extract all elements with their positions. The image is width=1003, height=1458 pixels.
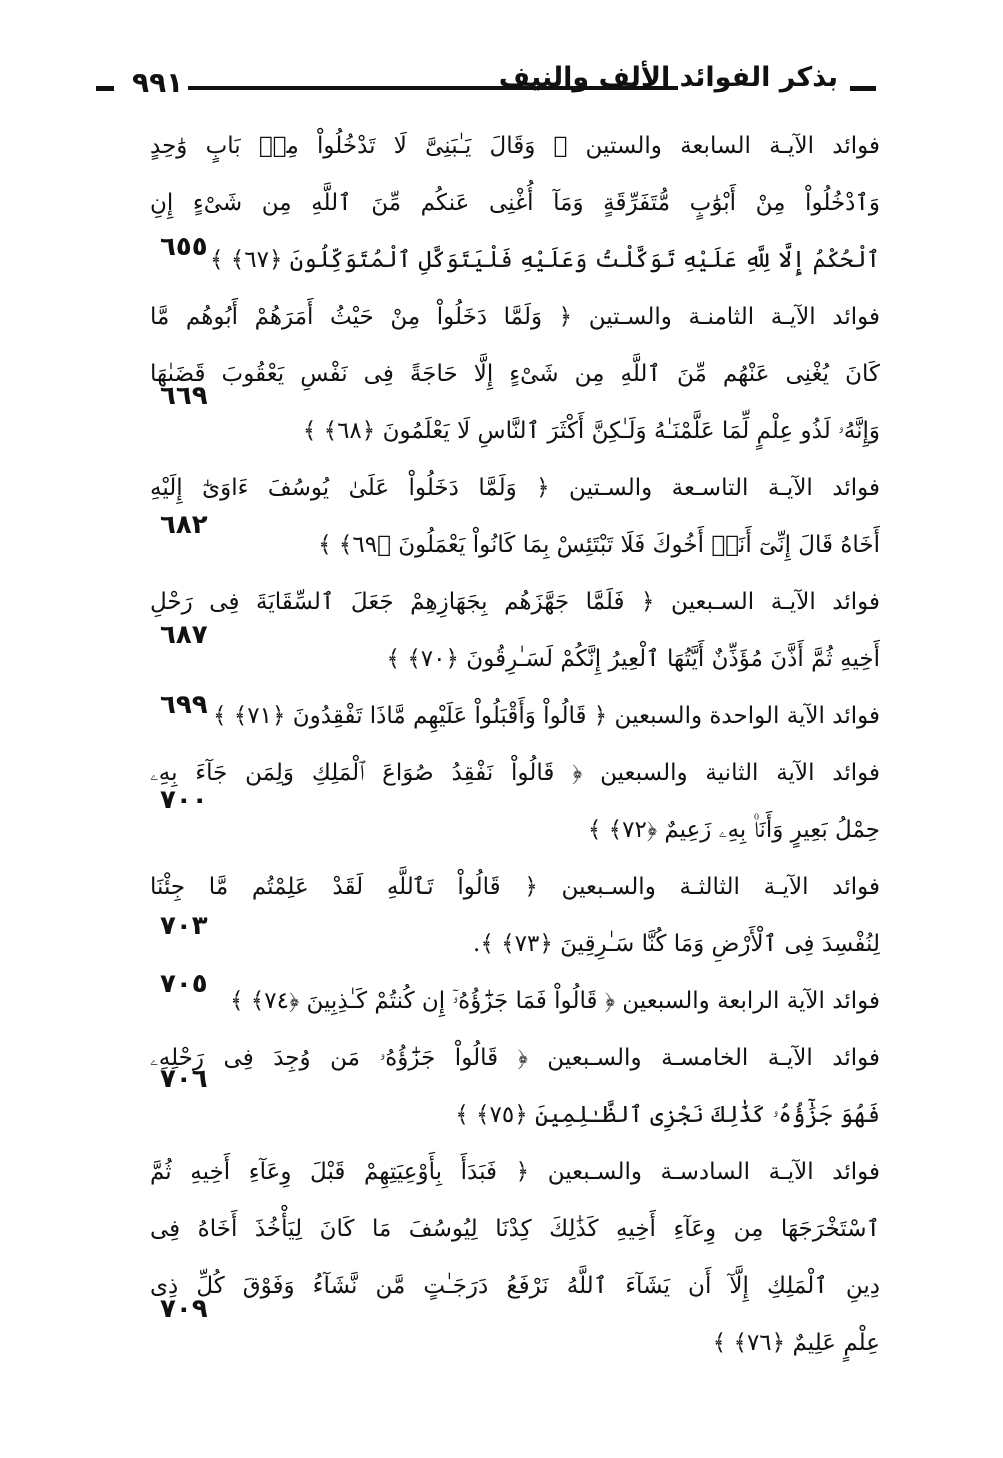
entry-line: فوائد الآيـة السـبعين ﴿ فَلَمَّا جَهَّزَهُم بِجَهَازِهِمْ جَعَلَ ٱلسِّقَايَةَ فِى رَحْلِ xyxy=(150,589,880,615)
entry-page-ref: ٧٠٦ xyxy=(160,1064,208,1094)
entry-line: فوائد الآيـة السابعة والستين ﴿ وَقَالَ يَـٰبَنِىَّ لَا تَدْخُلُواْ مِنۢ بَابٍ وَٰحِدٍ xyxy=(150,133,880,159)
entry-line: حِمْلُ بَعِيرٍ وَأَنَا۠ بِهِۦ زَعِيمٌ ﴿٧٢﴾ ﴾ xyxy=(587,817,880,843)
entry-page-ref: ٧٠٩ xyxy=(160,1294,208,1324)
index-entries xyxy=(150,118,880,1372)
index-entry xyxy=(150,688,880,745)
entry-line: دِينِ ٱلْمَلِكِ إِلَّآ أَن يَشَآءَ ٱللَّهُ نَرْفَعُ دَرَجَـٰتٍ مَّن نَّشَآءُ وَفَوْقَ كُلِّ ذِى xyxy=(150,1273,880,1299)
entry-line: فوائد الآية الرابعة والسبعين ﴿ قَالُواْ فَمَا جَزَٰٓؤُهُۥٓ إِن كُنتُمْ كَـٰذِبِينَ ﴿٧٤﴾ ﴾ xyxy=(229,988,880,1014)
index-entry xyxy=(150,118,880,289)
entry-page-ref: ٦٩٩ xyxy=(160,690,208,720)
running-title: بذكر الفوائد الألف والنيف xyxy=(498,62,838,93)
index-entry xyxy=(150,574,880,688)
entry-line: فوائد الآيـة الثامنـة والسـتين ﴿ وَلَمَّا دَخَلُواْ مِنْ حَيْثُ أَمَرَهُمْ أَبُوهُم مَّا xyxy=(150,304,880,330)
entry-line: ٱسْتَخْرَجَهَا مِن وِعَآءِ أَخِيهِ كَذَٰلِكَ كِدْنَا لِيُوسُفَ مَا كَانَ لِيَأْخُذَ أَخَاهُ فِى xyxy=(150,1216,880,1242)
entry-page-ref: ٦٦٩ xyxy=(160,381,208,411)
entry-line: وَإِنَّهُۥ لَذُو عِلْمٍ لِّمَا عَلَّمْنَـٰهُ وَلَـٰكِنَّ أَكْثَرَ ٱلنَّاسِ لَا يَعْلَمُونَ ﴿٦٨﴾ ﴾ xyxy=(302,418,880,444)
entry-page-ref: ٦٥٥ xyxy=(160,232,208,262)
entry-line: لِنُفْسِدَ فِى ٱلْأَرْضِ وَمَا كُنَّا سَـٰرِقِينَ ﴿٧٣﴾ ﴾. xyxy=(473,931,880,957)
entry-line: فوائد الآيـة الثالثـة والسـبعين ﴿ قَالُواْ تَٱللَّهِ لَقَدْ عَلِمْتُم مَّا جِئْنَا xyxy=(150,874,880,900)
entry-line: فوائد الآيـة الخامسـة والسـبعين ﴿ قَالُواْ جَزَٰٓؤُهُۥ مَن وُجِدَ فِى رَحْلِهِۦ xyxy=(150,1045,880,1071)
index-entry xyxy=(150,745,880,859)
index-entry xyxy=(150,1144,880,1372)
index-entry xyxy=(150,859,880,973)
entry-line: فوائد الآية الثانية والسبعين ﴿ قَالُواْ نَفْقِدُ صُوَاعَ ٱلْمَلِكِ وَلِمَن جَآءَ بِهِۦ xyxy=(150,760,880,786)
index-entry xyxy=(150,969,880,1030)
entry-page-ref: ٧٠٣ xyxy=(160,911,208,941)
entry-line: أَخَاهُ قَالَ إِنِّىٓ أَنَا۠ أَخُوكَ فَلَا تَبْتَئِسْ بِمَا كَانُواْ يَعْمَلُونَ ﴿٦٩﴾ ﴾ xyxy=(318,532,880,558)
index-entry xyxy=(150,289,880,460)
header-dash-left xyxy=(96,86,114,91)
entry-line: أَخِيهِ ثُمَّ أَذَّنَ مُؤَذِّنٌ أَيَّتُهَا ٱلْعِيرُ إِنَّكُمْ لَسَـٰرِقُونَ ﴿٧٠﴾ ﴾ xyxy=(386,646,880,672)
page-number: ٩٩١ xyxy=(132,66,184,99)
entry-line: عِلْمٍ عَلِيمٌ ﴿٧٦﴾ ﴾ xyxy=(712,1330,880,1356)
entry-page-ref: ٦٨٢ xyxy=(160,510,208,540)
entry-page-ref: ٦٨٧ xyxy=(160,620,208,650)
entry-line: فوائد الآيـة التاسـعة والسـتين ﴿ وَلَمَّا دَخَلُواْ عَلَىٰ يُوسُفَ ءَاوَىٰٓ إِلَيْهِ xyxy=(150,475,880,501)
running-header xyxy=(96,62,876,102)
index-entry xyxy=(150,1030,880,1144)
entry-line: وَٱدْخُلُواْ مِنْ أَبْوَٰبٍ مُّتَفَرِّقَةٍ وَمَآ أُغْنِى عَنكُم مِّنَ ٱللَّهِ مِن شَىْءٍ إِنِ xyxy=(150,190,880,216)
entry-line: ٱلْحُكْمُ إِلَّا لِلَّهِ عَلَيْهِ تَوَكَّلْتُ وَعَلَيْهِ فَلْيَتَوَكَّلِ ٱلْمُتَوَكِّلُونَ ﴿٦٧﴾ ﴾ xyxy=(209,247,880,273)
entry-line: فوائد الآية الواحدة والسبعين ﴿ قَالُواْ وَأَقْبَلُواْ عَلَيْهِم مَّاذَا تَفْقِدُونَ ﴿٧١﴾ ﴾ xyxy=(212,703,880,729)
entry-line: كَانَ يُغْنِى عَنْهُم مِّنَ ٱللَّهِ مِن شَىْءٍ إِلَّا حَاجَةً فِى نَفْسِ يَعْقُوبَ قَضَىٰهَا xyxy=(150,361,880,387)
entry-line: فوائد الآيـة السادسـة والسـبعين ﴿ فَبَدَأَ بِأَوْعِيَتِهِمْ قَبْلَ وِعَآءِ أَخِيهِ ثُمَّ xyxy=(150,1159,880,1185)
entry-page-ref: ٧٠٠ xyxy=(160,785,208,815)
entry-line: فَهُوَ جَزَٰٓؤُهُۥ كَذَٰلِكَ نَجْزِى ٱلظَّـٰلِمِينَ ﴿٧٥﴾ ﴾ xyxy=(455,1102,880,1128)
index-entry xyxy=(150,460,880,574)
header-dash-right xyxy=(850,86,876,91)
entry-page-ref: ٧٠٥ xyxy=(160,969,208,999)
